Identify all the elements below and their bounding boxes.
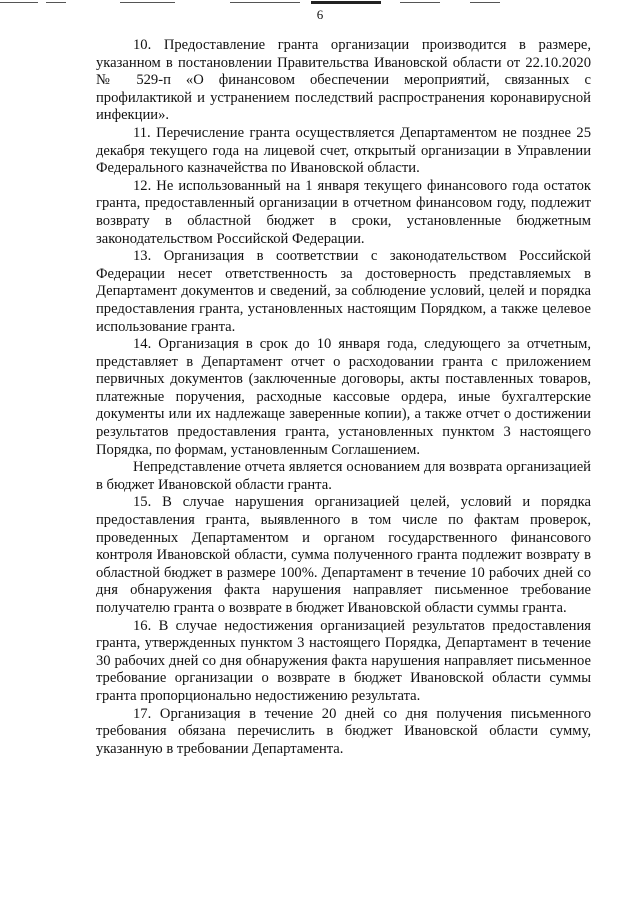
document-body [96,37,591,758]
scan-artifact-segment [400,2,440,3]
scan-artifact [0,0,640,6]
page-number: 6 [316,7,324,22]
paragraph-16: 16. В случае недостижения организацией результатов предоставления гранта, утвержденных пунктом 3 настоящего Порядка, Департамент в течение 30 рабочих дней со дня обнаружения факта нарушения направляет письменное требование организации о возврате в бюджет Ивановской области суммы гранта пропорционально недостижению результата. [96,617,591,704]
paragraph-11: 11. Перечисление гранта осуществляется Департаментом не позднее 25 декабря текущего года на лицевой счет, открытый организации в Управлении Федерального казначейства по Ивановской области. [96,124,591,177]
paragraph-14-continuation: Непредставление отчета является основанием для возврата организацией в бюджет Ивановской области гранта. [96,459,591,493]
paragraph-13: 13. Организация в соответствии с законодательством Российской Федерации несет ответственность за достоверность представляемых в Департамент документов и сведений, за соблюдение условий, целей и порядка предоставления гранта, установленных настоящим Порядком, а также целевое использование гранта. [96,248,591,335]
scan-artifact-segment [120,2,175,3]
scan-artifact-segment [470,2,500,3]
paragraph-10: 10. Предоставление гранта организации производится в размере, указанном в постановлении Правительства Ивановской области от 22.10.2020 № 529-п «О финансовом обеспечении мероприятий, связанных с профилактикой и устранением последствий распространения коронавирусной инфекции». [96,37,591,124]
paragraph-12: 12. Не использованный на 1 января текущего финансового года остаток гранта, предоставленный организации в отчетном финансовом году, подлежит возврату в областной бюджет в сроки, установленные бюджетным законодательством Российской Федерации. [96,177,591,247]
paragraph-14: 14. Организация в срок до 10 января года, следующего за отчетным, представляет в Департамент отчет о расходовании гранта с приложением первичных документов (заключенные договоры, акты поставленных товаров, платежные поручения, расходные кассовые ордера, иные бухгалтерские документы или их надлежаще заверенные копии), а также отчет о достижении результатов предоставления гранта, установленных пунктом 3 настоящего Порядка, по формам, установленным Соглашением. [96,336,591,458]
paragraph-15: 15. В случае нарушения организацией целей, условий и порядка предоставления гранта, выявленного в том числе по фактам проверок, проведенных Департаментом и органом государственного финансового контроля Ивановской области, сумма полученного гранта подлежит возврату в областной бюджет в размере 100%. Департамент в течение 10 рабочих дней со дня обнаружения факта нарушения направляет письменное требование получателю гранта о возврате в бюджет Ивановской области суммы гранта. [96,494,591,616]
scan-artifact-segment [46,2,66,3]
scan-artifact-segment [230,2,300,3]
scan-artifact-bar [311,1,381,4]
paragraph-17: 17. Организация в течение 20 дней со дня получения письменного требования обязана перечислить в бюджет Ивановской области сумму, указанную в требовании Департамента. [96,705,591,757]
scan-artifact-segment [0,2,38,3]
